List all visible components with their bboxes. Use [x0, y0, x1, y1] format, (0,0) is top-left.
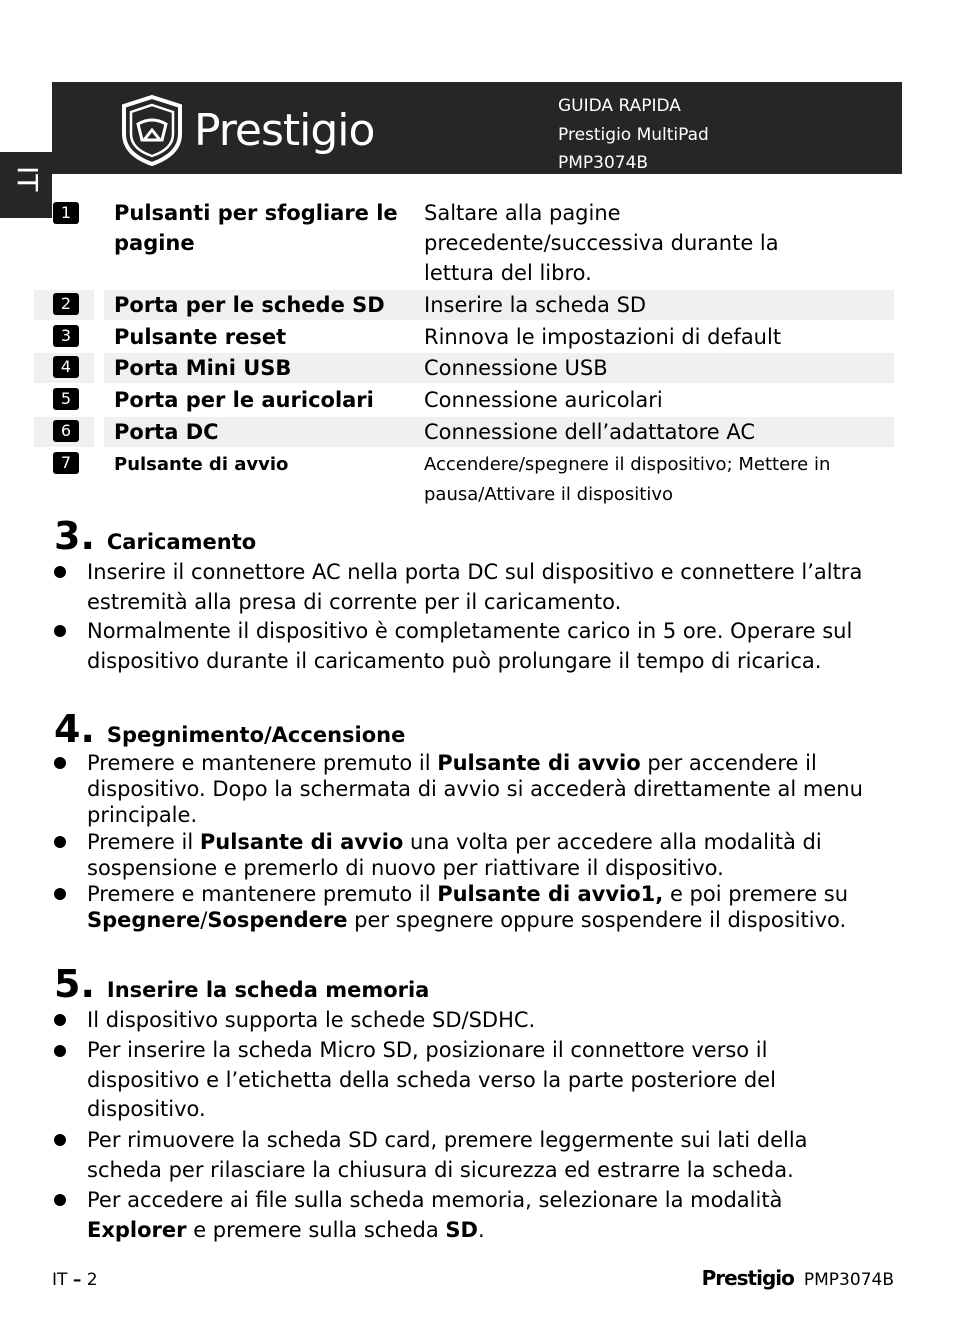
row-name: Pulsanti per sfogliare le pagine	[114, 201, 398, 255]
brand-logo	[118, 94, 374, 166]
table-row	[34, 417, 894, 447]
row-desc: Connessione auricolari	[424, 388, 663, 412]
table-row	[34, 198, 894, 288]
row-desc: Connessione dell’adattatore AC	[424, 420, 756, 444]
table-row	[34, 385, 894, 415]
crest-icon	[118, 94, 186, 166]
section-dot: .	[80, 707, 95, 751]
header-line-2: Prestigio MultiPad	[558, 124, 709, 145]
row-number: 3	[53, 325, 79, 347]
page-header	[52, 82, 902, 174]
list-item-text: Normalmente il dispositivo è completamente carico in 5 ore. Operare sul dispositivo durante il caricamento può prolungare il tempo di ricarica.	[87, 619, 853, 673]
row-number: 7	[53, 452, 79, 474]
list-item-text: Il dispositivo supporta le schede SD/SDHC.	[87, 1008, 536, 1032]
bullet-icon	[54, 1045, 66, 1057]
bullet-icon	[54, 888, 66, 900]
list-item-text: Per accedere ai file sulla scheda memoria, selezionare la modalità Explorer e premere sulla scheda SD.	[87, 1188, 783, 1242]
brand-wordmark: Prestigio	[194, 104, 375, 156]
row-number: 6	[53, 420, 79, 442]
row-desc: Inserire la scheda SD	[424, 293, 647, 317]
list-item-text: Per inserire la scheda Micro SD, posizionare il connettore verso il dispositivo e l’etichetta della scheda verso la parte posteriore del dispositivo.	[87, 1038, 776, 1121]
list-item-text: Premere e mantenere premuto il Pulsante di avvio1, e poi premere su Spegnere/Sospendere per spegnere oppure sospendere il dispositivo.	[87, 882, 849, 932]
bullet-icon	[54, 1194, 66, 1206]
footer-logo: Prestigio	[701, 1266, 794, 1290]
row-desc: Accendere/spegnere il dispositivo; Mettere in pausa/Attivare il dispositivo	[424, 454, 831, 505]
list-item-text: Per rimuovere la scheda SD card, premere leggermente sui lati della scheda per rilasciare la chiusura di sicurezza ed estrarre la scheda.	[87, 1128, 808, 1182]
section-dot: .	[80, 962, 95, 1006]
row-number: 4	[53, 356, 79, 378]
header-info	[558, 92, 709, 178]
row-desc: Rinnova le impostazioni di default	[424, 325, 782, 349]
row-divider	[94, 417, 104, 447]
row-number: 1	[53, 202, 79, 224]
row-desc: Connessione USB	[424, 356, 608, 380]
section-heading	[54, 962, 429, 1006]
row-name: Pulsante reset	[114, 325, 287, 349]
list-item-text: Premere il Pulsante di avvio una volta per accedere alla modalità di sospensione e premerlo di nuovo per riattivare il dispositivo.	[87, 830, 822, 880]
list-item-text: Premere e mantenere premuto il Pulsante di avvio per accendere il dispositivo. Dopo la schermata di avvio si accederà direttamente al menu principale.	[87, 751, 863, 827]
row-number: 2	[53, 293, 79, 315]
section-dot: .	[80, 514, 95, 558]
bullet-icon	[54, 1134, 66, 1146]
section-title: Spegnimento/Accensione	[106, 723, 406, 747]
row-desc: Saltare alla pagine precedente/successiva durante la lettura del libro.	[424, 201, 779, 285]
row-divider	[94, 353, 104, 383]
section-heading	[54, 514, 256, 558]
row-divider	[94, 290, 104, 320]
header-line-3: PMP3074B	[558, 153, 649, 173]
row-name: Porta Mini USB	[114, 356, 292, 380]
footer-page-number: IT – 2	[52, 1270, 98, 1290]
section-heading	[54, 707, 405, 751]
table-row	[34, 450, 894, 512]
row-number: 5	[53, 388, 79, 410]
header-line-1: GUIDA RAPIDA	[558, 96, 681, 116]
row-name: Porta DC	[114, 420, 219, 444]
footer-brand	[702, 1266, 894, 1290]
bullet-icon	[54, 1014, 66, 1026]
footer-model: PMP3074B	[803, 1270, 894, 1290]
list-item-text: Inserire il connettore AC nella porta DC sul dispositivo e connettere l’altra estremità alla presa di corrente per il caricamento.	[87, 560, 863, 614]
language-tab-label: IT	[11, 166, 44, 192]
table-row	[34, 322, 894, 352]
row-name: Porta per le auricolari	[114, 388, 374, 412]
section-number: 3	[54, 514, 81, 558]
bullet-icon	[54, 566, 66, 578]
bullet-icon	[54, 757, 66, 769]
table-row	[34, 290, 894, 320]
section-number: 5	[54, 962, 81, 1006]
section-number: 4	[54, 707, 81, 751]
section-title: Inserire la scheda memoria	[106, 978, 430, 1002]
row-name: Porta per le schede SD	[114, 293, 385, 317]
bullet-icon	[54, 625, 66, 637]
table-row	[34, 353, 894, 383]
row-name: Pulsante di avvio	[114, 454, 289, 475]
bullet-icon	[54, 836, 66, 848]
section-title: Caricamento	[106, 530, 257, 554]
